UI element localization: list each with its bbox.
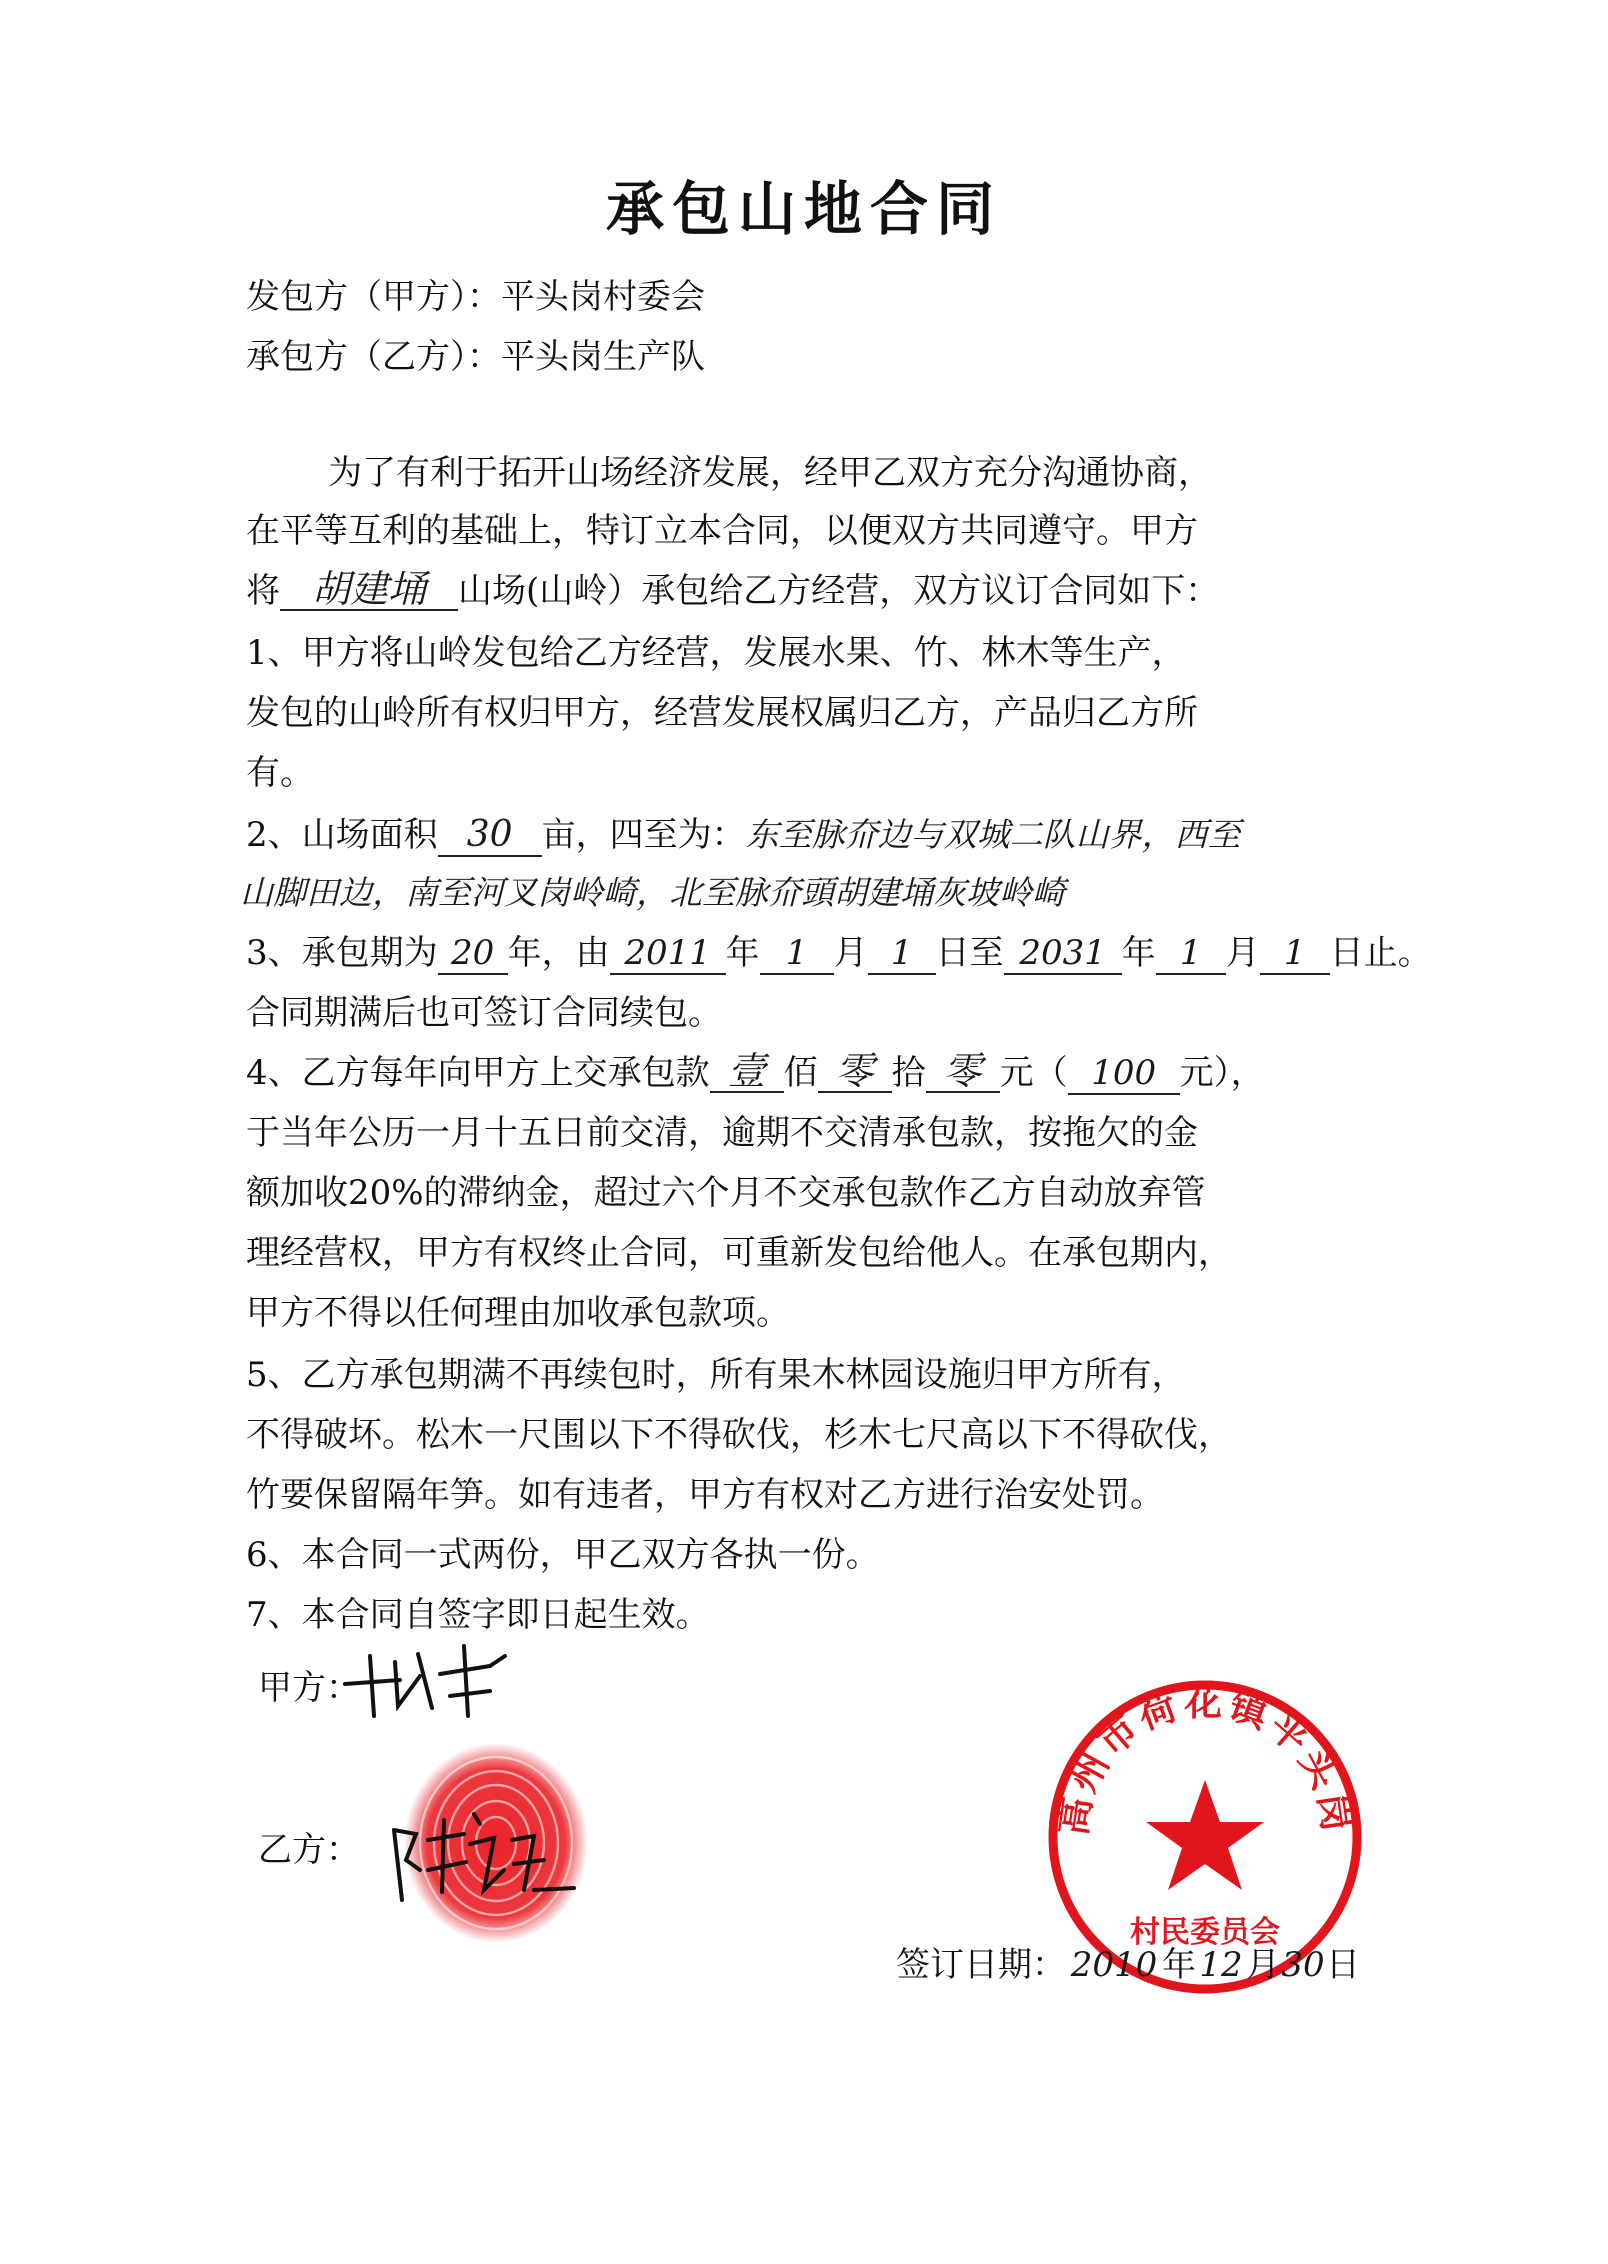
clause-6: 6、本合同一式两份，甲乙双方各执一份。 bbox=[246, 1535, 880, 1575]
amount-hundreds: 壹 bbox=[710, 1051, 784, 1093]
end-day: 1 bbox=[1260, 933, 1330, 975]
bounds-handwritten-1: 东至脉夼边与双城二队山界，西至 bbox=[745, 815, 1241, 854]
party-a-label: 发包方（甲方）： bbox=[246, 277, 501, 317]
start-year: 2011 bbox=[610, 933, 726, 975]
clause-4-unit: 佰 bbox=[783, 1053, 818, 1093]
amount-number: 100 bbox=[1068, 1053, 1180, 1095]
amount-tens: 零 bbox=[818, 1051, 892, 1093]
clause-1-line-1: 1、甲方将山岭发包给乙方经营，发展水果、竹、林木等生产， bbox=[246, 633, 1186, 673]
clause-4-line-2: 于当年公历一月十五日前交清，逾期不交清承包款，按拖欠的金 bbox=[246, 1113, 1198, 1153]
clause-3-text: 年 bbox=[725, 933, 760, 973]
intro-line-1: 为了有利于拓开山场经济发展，经甲乙双方充分沟通协商， bbox=[328, 453, 1212, 493]
term-years: 20 bbox=[438, 933, 508, 975]
party-a-signature-label: 甲方： bbox=[258, 1668, 360, 1708]
party-b-value: 平头岗生产队 bbox=[501, 337, 705, 377]
sign-date-month: 12 bbox=[1199, 1945, 1243, 1985]
clause-4-unit: 元）， bbox=[1179, 1053, 1265, 1093]
intro-suffix: 山场(山岭）承包给乙方经营，双方议订合同如下： bbox=[458, 571, 1220, 611]
sign-date-year: 2010 bbox=[1070, 1945, 1158, 1985]
clause-4-line-1 bbox=[246, 1050, 1265, 1096]
clause-4-unit: 拾 bbox=[891, 1053, 926, 1093]
clause-3-line-1 bbox=[246, 930, 1432, 976]
clause-5-line-2: 不得破坏。松木一尺围以下不得砍伐，杉木七尺高以下不得砍伐， bbox=[246, 1415, 1232, 1455]
sign-date bbox=[896, 1942, 1360, 1988]
sign-date-text: 日 bbox=[1326, 1945, 1360, 1985]
clause-2-prefix: 2、山场面积 bbox=[246, 815, 438, 855]
clause-4-unit: 元（ bbox=[999, 1053, 1068, 1093]
clause-5-line-3: 竹要保留隔年笋。如有违者，甲方有权对乙方进行治安处罚。 bbox=[246, 1475, 1164, 1515]
stamp-ring-text: 高州市荷花镇平头岗 bbox=[1050, 1680, 1360, 1839]
intro-line-2: 在平等互利的基础上，特订立本合同，以便双方共同遵守。甲方 bbox=[246, 511, 1198, 551]
clause-2-line-1 bbox=[246, 812, 1241, 858]
bounds-handwritten-2: 山脚田边，南至河叉岗岭崎，北至脉夼頭胡建埇灰坡岭崎 bbox=[240, 873, 1065, 912]
clause-3-prefix: 3、承包期为 bbox=[246, 933, 438, 973]
clause-2-line-2 bbox=[240, 870, 1065, 916]
site-name-handwritten: 胡建埇 bbox=[280, 569, 458, 611]
sign-date-day: 30 bbox=[1281, 1945, 1325, 1985]
clause-4-prefix: 4、乙方每年向甲方上交承包款 bbox=[246, 1053, 710, 1093]
clause-3-line-2: 合同期满后也可签订合同续包。 bbox=[246, 993, 722, 1033]
party-a-signature bbox=[340, 1636, 540, 1726]
clause-3-text: 日止。 bbox=[1329, 933, 1432, 973]
clause-4-line-5: 甲方不得以任何理由加收承包款项。 bbox=[246, 1293, 790, 1333]
clause-1-line-3: 有。 bbox=[246, 753, 314, 793]
clause-7: 7、本合同自签字即日起生效。 bbox=[246, 1595, 710, 1635]
clause-5-line-1: 5、乙方承包期满不再续包时，所有果木林园设施归甲方所有， bbox=[246, 1355, 1186, 1395]
party-b-signature bbox=[384, 1800, 584, 1910]
clause-4-line-3: 额加收20%的滞纳金，超过六个月不交承包款作乙方自动放弃管 bbox=[246, 1173, 1206, 1213]
document-title: 承包山地合同 bbox=[605, 175, 1002, 243]
party-a-line bbox=[246, 274, 705, 320]
clause-4-line-4: 理经营权，甲方有权终止合同，可重新发包给他人。在承包期内， bbox=[246, 1233, 1232, 1273]
sign-date-label: 签订日期： bbox=[896, 1945, 1066, 1985]
party-b-label: 承包方（乙方）： bbox=[246, 337, 501, 377]
party-b-line bbox=[246, 334, 705, 380]
clause-3-text: 月 bbox=[833, 933, 868, 973]
area-handwritten: 30 bbox=[438, 815, 542, 857]
intro-prefix: 将 bbox=[246, 571, 280, 611]
intro-line-3 bbox=[246, 568, 1219, 614]
clause-3-text: 年，由 bbox=[507, 933, 610, 973]
party-a-value: 平头岗村委会 bbox=[501, 277, 705, 317]
end-year: 2031 bbox=[1004, 933, 1122, 975]
clause-3-text: 年 bbox=[1121, 933, 1156, 973]
start-month: 1 bbox=[760, 933, 834, 975]
clause-1-line-2: 发包的山岭所有权归甲方，经营发展权属归乙方，产品归乙方所 bbox=[246, 693, 1198, 733]
stamp-bottom-text: 村民委员会 bbox=[1130, 1915, 1280, 1950]
party-b-signature-label: 乙方： bbox=[258, 1830, 360, 1870]
end-month: 1 bbox=[1156, 933, 1226, 975]
clause-3-text: 日至 bbox=[935, 933, 1004, 973]
sign-date-text: 月 bbox=[1246, 1945, 1280, 1985]
amount-ones: 零 bbox=[926, 1051, 1000, 1093]
clause-3-text: 月 bbox=[1225, 933, 1260, 973]
clause-2-middle: 亩，四至为： bbox=[541, 815, 746, 855]
sign-date-text: 年 bbox=[1162, 1945, 1196, 1985]
start-day: 1 bbox=[868, 933, 936, 975]
